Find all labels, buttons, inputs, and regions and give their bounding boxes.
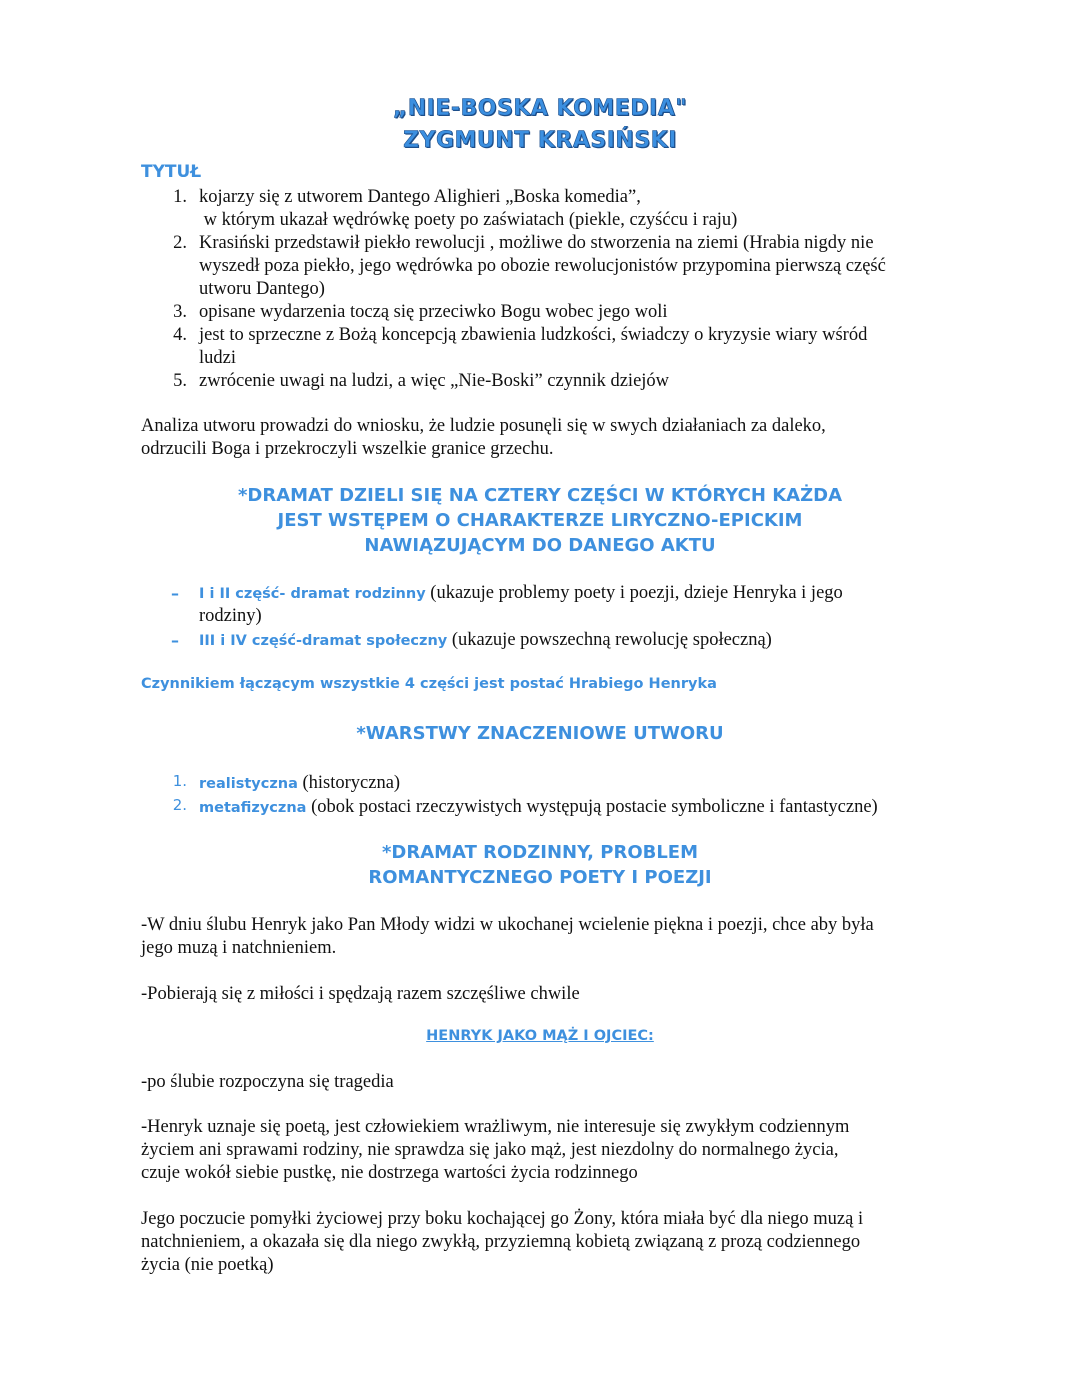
paragraph-line: -Pobierają się z miłości i spędzają razem szczęśliwe chwile xyxy=(141,984,580,1004)
analysis-paragraph-line: odrzucili Boga i przekroczyli wszelkie granice grzechu. xyxy=(141,439,554,459)
document-title-line2: ZYGMUNT KRASIŃSKI xyxy=(403,128,677,153)
section-heading-dramat-line3: NAWIĄZUJĄCYM DO DANEGO AKTU xyxy=(364,535,716,556)
list-item xyxy=(199,582,843,606)
list-item-number: 3. xyxy=(173,302,187,322)
paragraph-line: natchnieniem, a okazała się dla niego zwykłą, przyziemną kobietą związaną z prozą codziennego xyxy=(141,1232,861,1252)
tytul-heading: TYTUŁ xyxy=(141,162,202,182)
layer-label: metafizyczna xyxy=(199,800,307,816)
list-item-text: w którym ukazał wędrówkę poety po zaświatach (piekle, czyśćcu i raju) xyxy=(199,210,738,230)
paragraph-line: -po ślubie rozpoczyna się tragedia xyxy=(141,1072,394,1092)
paragraph-line: życia (nie poetką) xyxy=(141,1255,274,1275)
paragraph-line: -Henryk uznaje się poetą, jest człowiekiem wrażliwym, nie interesuje się zwykłym codziennym xyxy=(141,1117,850,1137)
list-item-text: Krasiński przedstawił piekło rewolucji , możliwe do stworzenia na ziemi (Hrabia nigdy nie xyxy=(199,233,874,253)
dash-bullet: – xyxy=(171,631,179,650)
list-item xyxy=(199,796,878,820)
list-item-number: 1. xyxy=(173,187,187,207)
list-item-number: 1. xyxy=(172,772,187,790)
list-item-text: ludzi xyxy=(199,348,236,368)
list-item xyxy=(199,629,772,653)
section-heading-rodzinny-line1: *DRAMAT RODZINNY, PROBLEM xyxy=(381,842,699,863)
section-heading-dramat-line1: *DRAMAT DZIELI SIĘ NA CZTERY CZĘŚCI W KTÓRYCH KAŻDA xyxy=(237,485,842,506)
layer-description: (obok postaci rzeczywistych występują postacie symboliczne i fantastyczne) xyxy=(306,797,878,817)
layer-description: (historyczna) xyxy=(297,773,401,793)
list-item-text: jest to sprzeczne z Bożą koncepcją zbawienia ludzkości, świadczy o kryzysie wiary wśród xyxy=(199,325,868,345)
document-title-line1: „NIE-BOSKA KOMEDIA" xyxy=(392,96,688,121)
part-label: I i II część- dramat rodzinny xyxy=(199,586,426,602)
subheading-henryk: HENRYK JAKO MĄŻ I OJCIEC: xyxy=(426,1028,654,1044)
analysis-paragraph-line: Analiza utworu prowadzi do wniosku, że ludzie posunęli się w swych działaniach za daleko, xyxy=(141,416,826,436)
list-item xyxy=(199,772,400,796)
list-item-text: opisane wydarzenia toczą się przeciwko Bogu wobec jego woli xyxy=(199,302,668,322)
paragraph-line: -W dniu ślubu Henryk jako Pan Młody widzi w ukochanej wcielenie piękna i poezji, chce aby była xyxy=(141,915,874,935)
layer-label: realistyczna xyxy=(199,776,298,792)
paragraph-line: czuje wokół siebie pustkę, nie dostrzega wartości życia rodzinnego xyxy=(141,1163,638,1183)
list-item-number: 2. xyxy=(173,233,187,253)
list-item-text: utworu Dantego) xyxy=(199,279,325,299)
connector-note: Czynnikiem łączącym wszystkie 4 części jest postać Hrabiego Henryka xyxy=(141,676,717,692)
section-heading-dramat-line2: JEST WSTĘPEM O CHARAKTERZE LIRYCZNO-EPICKIM xyxy=(277,510,803,531)
list-item-number: 2. xyxy=(172,796,187,814)
list-item-text: wyszedł poza piekło, jego wędrówka po obozie rewolucjonistów przypomina pierwszą część xyxy=(199,256,886,276)
list-item-number: 5. xyxy=(173,371,187,391)
part-label: III i IV część-dramat społeczny xyxy=(199,633,448,649)
paragraph-line: jego muzą i natchnieniem. xyxy=(141,938,337,958)
part-description: (ukazuje powszechną rewolucję społeczną) xyxy=(447,630,772,650)
list-item-number: 4. xyxy=(173,325,187,345)
list-item-text: zwrócenie uwagi na ludzi, a więc „Nie-Boski” czynnik dziejów xyxy=(199,371,670,391)
list-item-text: kojarzy się z utworem Dantego Alighieri „Boska komedia”, xyxy=(199,187,641,207)
section-heading-rodzinny-line2: ROMANTYCZNEGO POETY I POEZJI xyxy=(368,867,712,888)
section-heading-warstwy: *WARSTWY ZNACZENIOWE UTWORU xyxy=(356,723,724,744)
part-description-continued: rodziny) xyxy=(199,606,262,626)
paragraph-line: Jego poczucie pomyłki życiowej przy boku kochającej go Żony, która miała być dla niego muzą i xyxy=(141,1209,864,1229)
paragraph-line: życiem ani sprawami rodziny, nie sprawdza się jako mąż, jest niezdolny do normalnego życia, xyxy=(141,1140,839,1160)
dash-bullet: – xyxy=(171,584,179,603)
part-description: (ukazuje problemy poety i poezji, dzieje Henryka i jego xyxy=(425,583,843,603)
